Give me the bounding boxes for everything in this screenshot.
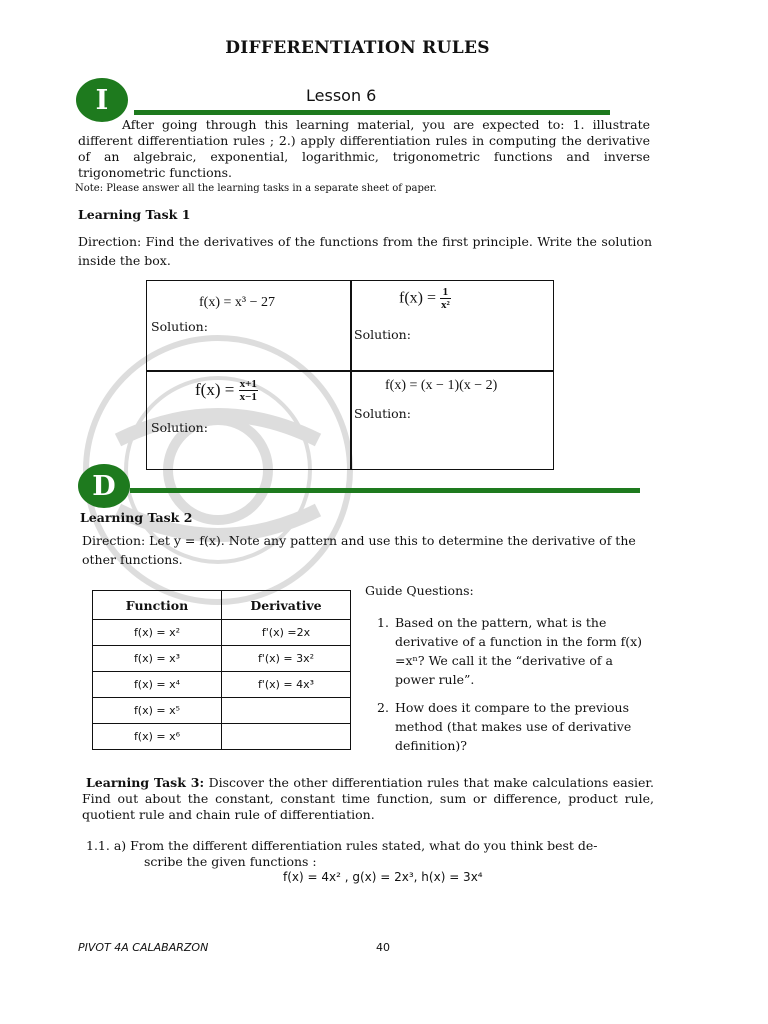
table-row — [93, 698, 351, 724]
function-4: f(x) = (x − 1)(x − 2) — [385, 378, 498, 393]
function-cell: f(x) = x⁶ — [93, 724, 222, 750]
note-text: Note: Please answer all the learning tasks in a separate sheet of paper. — [75, 183, 437, 194]
intro-text: After going through this learning material, you are expected to: 1. illustrate different differentiation rules ; 2.) apply differentiation rules in computing the derivative of an algebraic, exponential, logarithmic, trigonometric functions and inverse trigonometric functions. — [78, 117, 650, 180]
function-2 — [399, 287, 451, 311]
page-number: 40 — [376, 941, 390, 954]
derivative-cell — [222, 698, 351, 724]
function-3 — [195, 379, 258, 403]
learning-task-3 — [82, 775, 654, 823]
page-title: DIFFERENTIATION RULES — [225, 38, 490, 58]
function-cell: f(x) = x³ — [93, 646, 222, 672]
function-2-denominator: x² — [441, 299, 450, 311]
header-function: Function — [93, 591, 222, 620]
grid-divider-vertical — [350, 281, 352, 469]
solution-label-2: Solution: — [354, 327, 411, 342]
derivative-cell — [222, 724, 351, 750]
function-2-numerator: 1 — [442, 286, 449, 298]
table-row — [93, 646, 351, 672]
learning-task-2-direction: Direction: Let y = f(x). Note any pattern and use this to determine the derivative of the other functions. — [82, 533, 636, 567]
grid-divider-horizontal — [147, 370, 553, 372]
guide-question-1-number: 1. — [377, 615, 389, 630]
derivative-cell: f'(x) = 3x² — [222, 646, 351, 672]
function-3-lhs: f(x) = — [195, 379, 239, 399]
solution-label-4: Solution: — [354, 406, 411, 421]
derivative-cell: f'(x) = 4x³ — [222, 672, 351, 698]
learning-task-1-direction: Direction: Find the derivatives of the functions from the first principle. Write the solution inside the box. — [78, 234, 652, 268]
function-cell: f(x) = x⁵ — [93, 698, 222, 724]
table-row — [93, 672, 351, 698]
guide-questions-title: Guide Questions: — [365, 583, 474, 598]
footer-publisher: PIVOT 4A CALABARZON — [78, 941, 209, 954]
learning-task-3-title: Learning Task 3: — [86, 775, 205, 790]
header-derivative: Derivative — [222, 591, 351, 620]
guide-question-2: How does it compare to the previous method (that makes use of derivative definition)? — [395, 700, 632, 753]
function-3-numerator: x+1 — [239, 378, 257, 390]
section-i-badge: I — [76, 78, 128, 122]
function-2-fraction — [440, 287, 451, 311]
function-3-denominator: x−1 — [239, 391, 257, 403]
section-d-badge: D — [78, 464, 130, 508]
solution-grid — [146, 280, 554, 470]
table-header-row — [93, 591, 351, 620]
question-1-1-line-2: scribe the given functions : — [144, 854, 317, 869]
function-2-lhs: f(x) = — [399, 289, 441, 307]
solution-label-1: Solution: — [151, 319, 208, 334]
solution-label-3: Solution: — [151, 420, 208, 435]
learning-task-3-text: Discover the other differentiation rules that make calculations easier. Find out about the constant, constant time function, sum or difference, product rule, quotient rule and chain rule of differentiation. — [82, 775, 654, 822]
guide-question-1: Based on the pattern, what is the derivative of a function in the form f(x) =xⁿ? We call it the “derivative of a power rule”. — [395, 615, 643, 687]
function-cell: f(x) = x² — [93, 620, 222, 646]
derivative-cell: f'(x) =2x — [222, 620, 351, 646]
lesson-label: Lesson 6 — [306, 86, 377, 105]
table-row — [93, 724, 351, 750]
question-1-1-line-1: 1.1. a) From the different differentiation rules stated, what do you think best de- — [86, 838, 598, 853]
function-1: f(x) = x³ − 27 — [199, 295, 275, 310]
guide-question-2-number: 2. — [377, 700, 389, 715]
table-row — [93, 620, 351, 646]
intro-paragraph — [78, 117, 650, 181]
function-3-fraction — [239, 379, 258, 403]
power-pattern-table — [92, 590, 351, 750]
given-functions: f(x) = 4x² , g(x) = 2x³, h(x) = 3x⁴ — [283, 870, 483, 884]
section-d-rule — [130, 488, 640, 493]
function-cell: f(x) = x⁴ — [93, 672, 222, 698]
learning-task-1-title: Learning Task 1 — [78, 207, 191, 222]
learning-task-2-title: Learning Task 2 — [80, 510, 193, 525]
section-i-rule — [134, 110, 610, 115]
